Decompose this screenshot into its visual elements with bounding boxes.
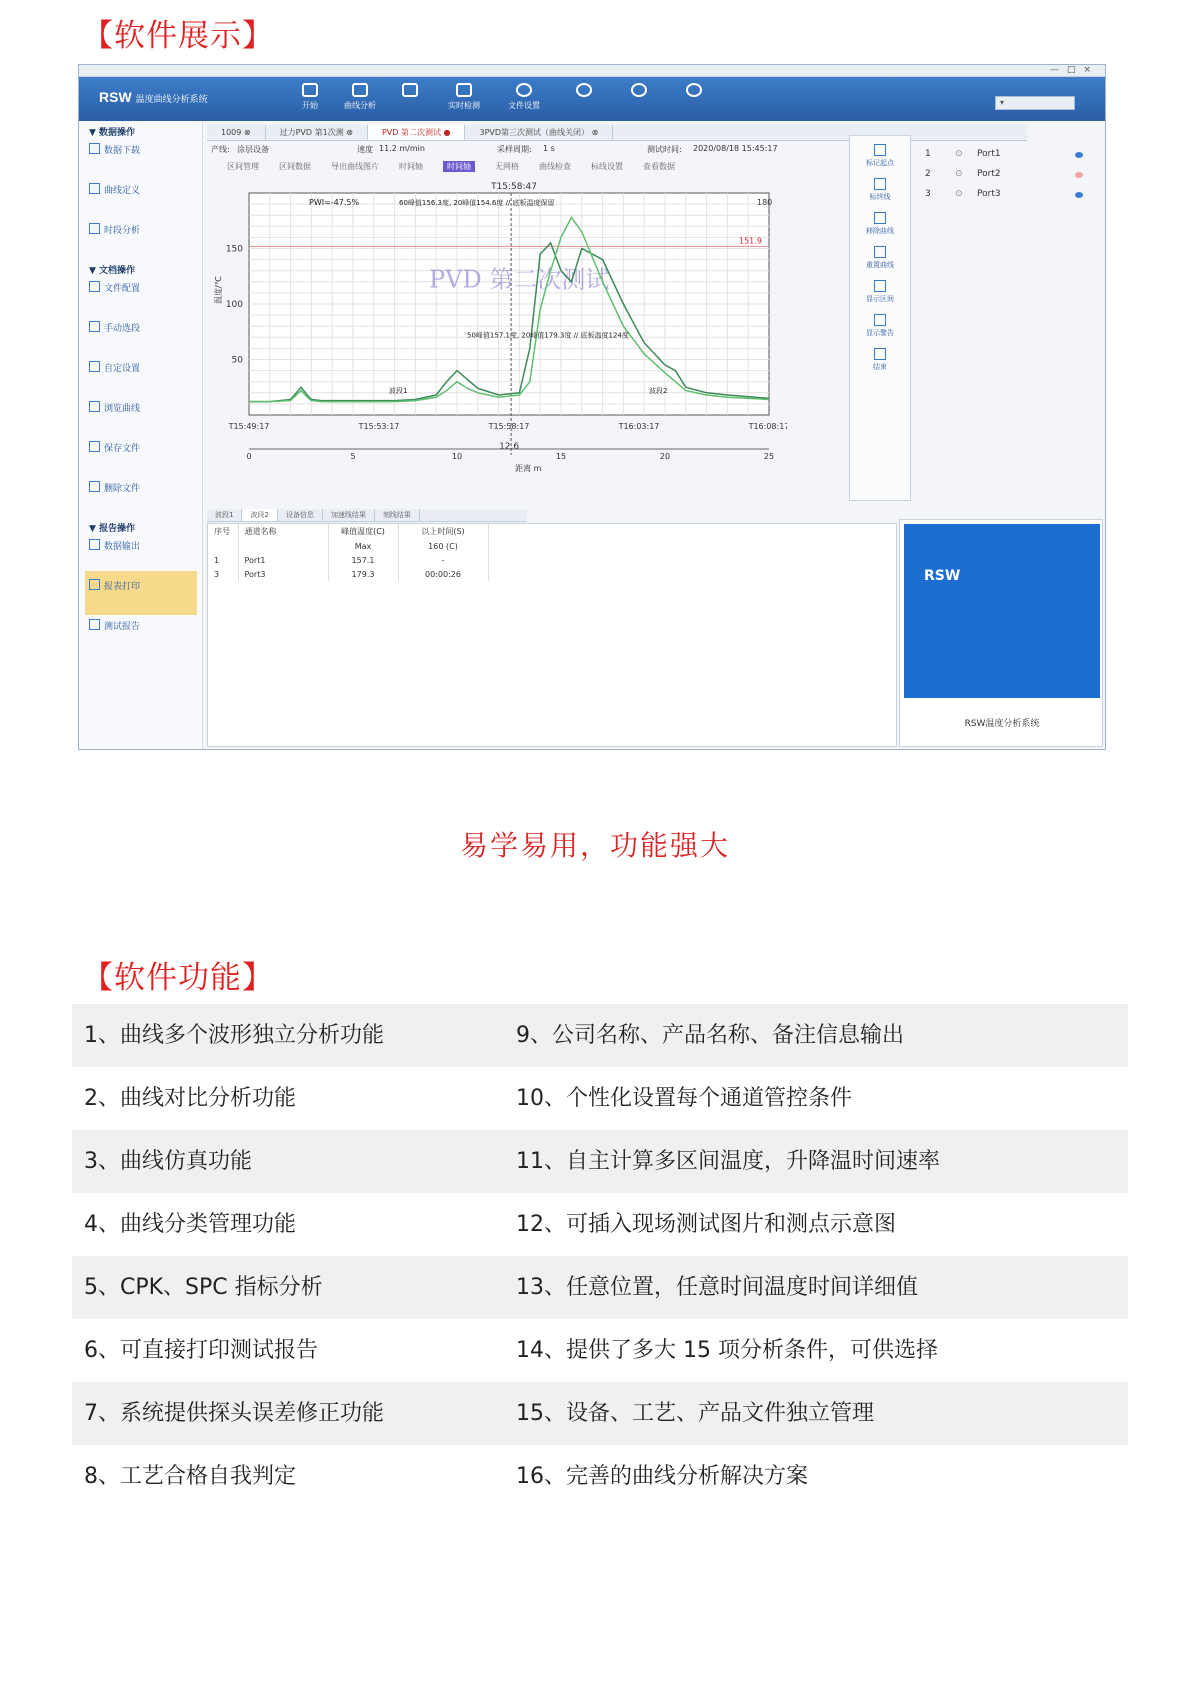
nav-item[interactable]: 浏览曲线 — [89, 401, 140, 414]
feature-item: 16、完善的曲线分析解决方案 — [516, 1464, 808, 1489]
app-brand — [99, 89, 208, 105]
chart-annotation: 60峰值156.3度, 20峰值154.6度 // 底板温度保留 — [399, 199, 555, 207]
nav-group[interactable]: ▼ 文档操作 — [89, 266, 136, 276]
feature-list — [72, 1004, 1128, 1508]
tool-icon — [874, 246, 886, 258]
promo-image — [904, 524, 1100, 698]
ribbon-button-label: 文件设置 — [508, 101, 540, 110]
chart-tool[interactable]: 无网格 — [495, 162, 519, 171]
feature-item: 12、可插入现场测试图片和测点示意图 — [516, 1212, 896, 1237]
y-tick-label: 150 — [225, 244, 243, 255]
nav-item[interactable]: 手动选段 — [89, 321, 140, 334]
side-tool[interactable] — [850, 144, 910, 168]
ribbon-button-label: 实时检测 — [448, 101, 480, 110]
right-tools — [849, 135, 911, 501]
x-time-tick-label: T15:58:17 — [488, 422, 530, 431]
nav-group[interactable]: ▼ 报告操作 — [89, 524, 136, 534]
chart-tool[interactable]: 区间管理 — [227, 162, 259, 171]
chart-tool[interactable]: 曲线检查 — [539, 162, 571, 171]
feature-row — [72, 1445, 1128, 1508]
nav-item[interactable]: 数据输出 — [89, 539, 140, 552]
ribbon-toolbar — [79, 77, 1105, 121]
x-distance-tick-label: 0 — [246, 452, 252, 461]
result-table — [208, 524, 489, 581]
port-row[interactable] — [921, 167, 1091, 187]
ribbon-icon — [516, 83, 532, 97]
x-distance-tick-label: 20 — [659, 452, 671, 461]
ribbon-button[interactable] — [559, 83, 609, 117]
table-header-row — [208, 524, 488, 539]
feature-item: 1、曲线多个波形独立分析功能 — [84, 1023, 384, 1048]
table-cell — [208, 539, 238, 553]
promo-logo: RSW — [924, 568, 961, 584]
feature-item: 13、任意位置，任意时间温度时间详细值 — [516, 1275, 918, 1300]
table-cell: Max — [328, 539, 398, 553]
window-controls[interactable]: —□× — [1049, 65, 1099, 75]
temperature-chart — [207, 177, 787, 507]
eye-icon[interactable]: ⊙ — [955, 149, 963, 159]
side-tool-label: 标记起点 — [866, 159, 894, 167]
nav-item[interactable]: 测试报告 — [89, 619, 140, 632]
table-header-row — [208, 539, 488, 553]
table-cell: - — [398, 553, 488, 567]
bottom-tab[interactable]: 设备信息 — [278, 509, 323, 521]
ribbon-icon — [456, 83, 472, 97]
chart-tool[interactable]: 标线设置 — [591, 162, 623, 171]
window-titlebar — [79, 65, 1105, 77]
ribbon-icon — [576, 83, 592, 97]
software-screenshot — [78, 64, 1106, 750]
feature-item: 5、CPK、SPC 指标分析 — [84, 1275, 323, 1300]
side-tool-label: 移除曲线 — [866, 227, 894, 235]
ribbon-button[interactable] — [614, 83, 664, 117]
cursor-value-label: 12.6 — [499, 442, 520, 452]
table-cell: 通道名称 — [238, 524, 328, 539]
tool-icon — [874, 348, 886, 360]
x-time-tick-label: T15:49:17 — [228, 422, 270, 431]
port-row[interactable] — [921, 147, 1091, 167]
table-cell: 1 — [208, 553, 238, 567]
brand-name: RSW — [99, 89, 132, 105]
tool-icon — [874, 144, 886, 156]
ribbon-dropdown[interactable]: ▾ — [995, 96, 1075, 110]
brand-subtitle: 温度曲线分析系统 — [135, 94, 208, 104]
feature-row — [72, 1319, 1128, 1382]
x-distance-tick-label: 5 — [350, 452, 356, 461]
speed-label: 速度 — [357, 145, 373, 154]
feature-item: 14、提供了多大 15 项分析条件，可供选择 — [516, 1338, 938, 1363]
ribbon-button[interactable] — [499, 83, 549, 117]
ribbon-button-label: 开始 — [302, 101, 318, 110]
promo-panel — [899, 519, 1103, 747]
port-row[interactable] — [921, 187, 1091, 207]
side-tool[interactable] — [850, 348, 910, 372]
port-number: 3 — [925, 189, 931, 199]
side-tool-label: 结束 — [873, 363, 887, 371]
feature-row — [72, 1067, 1128, 1130]
ribbon-button[interactable] — [335, 83, 385, 117]
nav-item[interactable]: 数据下载 — [89, 143, 140, 156]
nav-item[interactable]: 删除文件 — [89, 481, 140, 494]
chart-annotation: 50峰值157.1度, 20峰值179.3度 // 底板温度124度 — [467, 331, 629, 340]
nav-item[interactable]: 报表打印 — [85, 571, 197, 615]
port-number: 2 — [925, 169, 931, 179]
table-cell: 序号 — [208, 524, 238, 539]
chart-tool[interactable]: 时间轴 — [443, 161, 475, 172]
ribbon-button[interactable] — [669, 83, 719, 117]
slogan: 易学易用，功能强大 — [459, 829, 730, 862]
ribbon-button[interactable] — [439, 83, 489, 117]
feature-item: 6、可直接打印测试报告 — [84, 1338, 318, 1363]
eye-icon[interactable]: ⊙ — [955, 169, 963, 179]
feature-item: 4、曲线分类管理功能 — [84, 1212, 296, 1237]
x-distance-tick-label: 10 — [451, 452, 463, 461]
y-tick-label: 100 — [225, 300, 243, 310]
side-tool-label: 重置曲线 — [866, 261, 894, 269]
product-label: 产线: — [211, 145, 230, 154]
table-cell: Port1 — [238, 553, 328, 567]
side-tool[interactable] — [850, 246, 910, 270]
feature-row — [72, 1004, 1128, 1067]
chart-watermark: PVD 第二次测试 — [429, 265, 610, 294]
tool-icon — [874, 178, 886, 190]
feature-row — [72, 1256, 1128, 1319]
table-cell: 160 (C) — [398, 539, 488, 553]
table-cell: 峰值温度(C) — [328, 524, 398, 539]
time-label: 测试时间: — [647, 145, 682, 154]
feature-row — [72, 1193, 1128, 1256]
bottom-tab[interactable]: 波段2 — [242, 509, 277, 521]
table-cell: 以上时间(S) — [398, 524, 488, 539]
feature-row — [72, 1130, 1128, 1193]
feature-item: 7、系统提供探头误差修正功能 — [84, 1401, 384, 1426]
speed-value: 11.2 m/min — [379, 144, 425, 153]
time-value: 2020/08/18 15:45:17 — [693, 144, 778, 153]
result-panel — [207, 523, 897, 747]
top-marker-label: 180 — [757, 198, 773, 207]
nav-item[interactable]: 自定设置 — [89, 361, 140, 374]
chart-svg — [207, 177, 787, 507]
port-number: 1 — [925, 149, 931, 159]
table-cell: 00:00:26 — [398, 567, 488, 581]
feature-item: 11、自主计算多区间温度，升降温时间速率 — [516, 1149, 940, 1174]
bottom-tabs — [207, 509, 527, 522]
file-tab[interactable]: PVD 第二次测试 ● — [368, 125, 466, 140]
ribbon-button-label: 曲线分析 — [344, 101, 376, 110]
port-name: Port1 — [977, 149, 1001, 159]
chart-tool[interactable]: 查看数据 — [643, 162, 675, 171]
threshold-label: 151.9 — [739, 236, 762, 246]
product-value: 涂层设备 — [237, 145, 269, 154]
bottom-tab[interactable]: 加速线结果 — [323, 509, 375, 521]
nav-item[interactable]: 保存文件 — [89, 441, 140, 454]
sample-value: 1 s — [543, 144, 555, 153]
eye-icon[interactable]: ⊙ — [955, 189, 963, 199]
port-list — [921, 147, 1091, 207]
table-cell: 179.3 — [328, 567, 398, 581]
section-title-software-features: 【软件功能】 — [82, 960, 274, 996]
section-title-software-display: 【软件展示】 — [82, 18, 274, 54]
feature-item: 15、设备、工艺、产品文件独立管理 — [516, 1401, 874, 1426]
x-distance-tick-label: 25 — [763, 452, 775, 461]
ribbon-button[interactable] — [385, 83, 435, 117]
side-tool-label: 标终线 — [869, 193, 891, 201]
feature-item: 9、公司名称、产品名称、备注信息输出 — [516, 1023, 904, 1048]
side-tool-label: 显示警告 — [866, 329, 894, 337]
tool-icon — [874, 212, 886, 224]
ribbon-button[interactable] — [285, 83, 335, 117]
table-cell — [238, 539, 328, 553]
tool-icon — [874, 314, 886, 326]
cursor-time-label: T15:58:47 — [491, 182, 538, 192]
nav-item[interactable]: 时段分析 — [89, 223, 140, 236]
feature-row — [72, 1382, 1128, 1445]
table-row — [208, 567, 488, 581]
y-tick-label: 50 — [231, 355, 243, 366]
table-cell: Port3 — [238, 567, 328, 581]
nav-item[interactable]: 文件配置 — [89, 281, 140, 294]
port-color-dot — [1075, 152, 1083, 158]
side-tool-label: 显示区间 — [866, 295, 894, 303]
side-tool[interactable] — [850, 314, 910, 338]
tool-icon — [874, 280, 886, 292]
nav-item[interactable]: 曲线定义 — [89, 183, 140, 196]
file-tab[interactable]: 3PVD第三次测试（曲线关闭） ⊗ — [465, 125, 613, 140]
feature-item: 10、个性化设置每个通道管控条件 — [516, 1086, 852, 1111]
side-tool[interactable] — [850, 212, 910, 236]
x-time-tick-label: T16:03:17 — [618, 422, 660, 431]
ribbon-icon — [352, 83, 368, 97]
file-tab[interactable]: 1009 ⊗ — [207, 125, 266, 140]
port-name: Port3 — [977, 189, 1001, 199]
feature-item: 8、工艺合格自我判定 — [84, 1464, 296, 1489]
ribbon-icon — [402, 83, 418, 97]
bottom-tab[interactable]: 波段1 — [207, 509, 242, 521]
table-cell: 3 — [208, 567, 238, 581]
table-row — [208, 553, 488, 567]
ribbon-icon — [686, 83, 702, 97]
x-axis-label: 距离 m — [515, 464, 542, 473]
feature-item: 2、曲线对比分析功能 — [84, 1086, 296, 1111]
side-tool[interactable] — [850, 280, 910, 304]
bottom-tab[interactable]: 刻线结果 — [375, 509, 420, 521]
nav-group[interactable]: ▼ 数据操作 — [89, 128, 136, 138]
port-color-dot — [1075, 192, 1083, 198]
promo-caption: RSW温度分析系统 — [964, 719, 1040, 729]
feature-item: 3、曲线仿真功能 — [84, 1149, 252, 1174]
side-tool[interactable] — [850, 178, 910, 202]
port-color-dot — [1075, 172, 1083, 178]
left-nav — [79, 121, 203, 749]
sample-label: 采样周期: — [497, 145, 532, 154]
ribbon-icon — [631, 83, 647, 97]
port-name: Port2 — [977, 169, 1001, 179]
x-time-tick-label: T16:08:17 — [748, 422, 787, 431]
file-tab[interactable]: 过力PVD 第1次测 ⊗ — [266, 125, 368, 140]
chart-tool[interactable]: 导出曲线图片 — [331, 162, 379, 171]
chart-tool[interactable]: 区间数据 — [279, 162, 311, 171]
chart-toolbar — [227, 161, 907, 175]
table-cell: 157.1 — [328, 553, 398, 567]
chart-tool[interactable]: 时间轴 — [399, 162, 423, 171]
x-time-tick-label: T15:53:17 — [358, 422, 400, 431]
info-bar — [207, 143, 897, 157]
chart-annotation: 波段2 — [649, 386, 668, 395]
chart-annotation: 波段1 — [389, 386, 408, 395]
chart-annotation: PWI=-47.5% — [309, 198, 360, 207]
ribbon-icon — [302, 83, 318, 97]
y-axis-label: 温度/℃ — [214, 276, 223, 304]
x-distance-tick-label: 15 — [555, 452, 567, 461]
